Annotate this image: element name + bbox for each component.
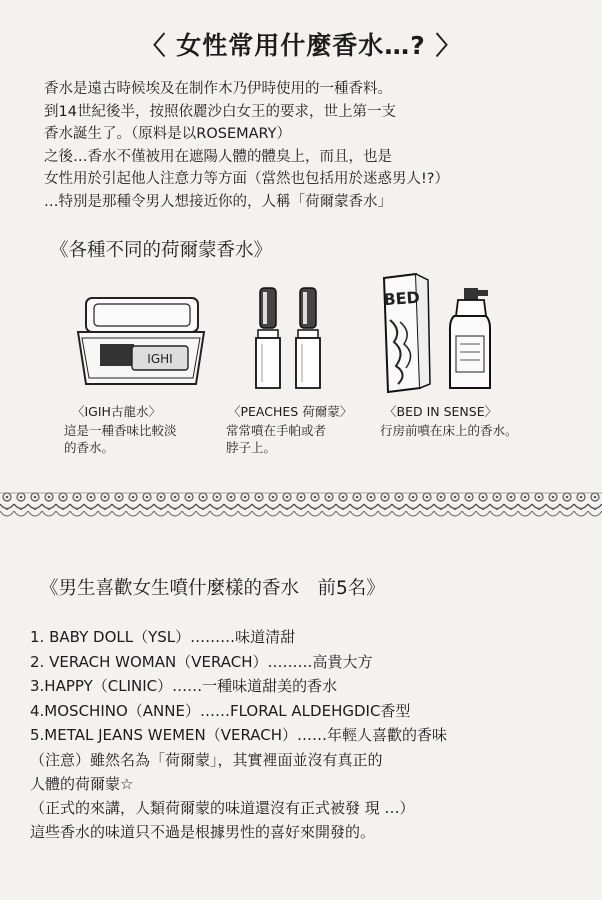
product-name: 〈PEACHES 荷爾蒙〉 (228, 404, 353, 419)
product-desc-line: 的香水。 (64, 440, 115, 455)
intro-line: 之後…香水不僅被用在遮陽人體的體臭上，而且，也是 (44, 148, 392, 165)
perfume-bottles-illustration (250, 284, 330, 394)
box-label: BED (382, 287, 421, 310)
note-line: 人體的荷爾蒙☆ (30, 775, 134, 793)
product-desc-line: 行房前噴在床上的香水。 (380, 423, 518, 438)
product-name: 〈BED IN SENSE〉 (384, 404, 498, 419)
cologne-box-illustration (72, 292, 210, 392)
ranking-list (30, 625, 600, 748)
list-item: 4.MOSCHINO（ANNE）……FLORAL ALDEHGDIC香型 (30, 701, 411, 720)
product-desc-line: 這是一種香味比較淡 (64, 423, 177, 438)
list-item: 5.METAL JEANS WEMEN（VERACH）……年輕人喜歡的香味 (30, 726, 448, 744)
intro-paragraph (44, 78, 589, 213)
list-item: 2. VERACH WOMAN（VERACH）………高貴大方 (30, 652, 373, 671)
product-peaches (222, 402, 372, 456)
note-line: 這些香水的味道只不過是根據男性的喜好來開發的。 (30, 823, 376, 841)
product-desc-line: 脖子上。 (226, 440, 277, 455)
section-title-ranking: 《男生喜歡女生噴什麼樣的香水 前5名》 (40, 578, 385, 599)
product-desc-line: 常常噴在手帕或者 (226, 423, 327, 438)
product-bed-in-sense (380, 402, 590, 439)
note-line: （正式的來講，人類荷爾蒙的味道還沒有正式被發 現 …） (30, 799, 415, 817)
intro-line: 香水是遠古時候埃及在制作木乃伊時使用的一種香料。 (44, 81, 392, 97)
list-item: 1. BABY DOLL（YSL）………味道清甜 (30, 628, 296, 646)
product-name: 〈IGIH古龍水〉 (72, 404, 161, 419)
lace-divider (0, 489, 602, 523)
product-igih (64, 402, 224, 456)
box-label: IGHI (147, 352, 173, 366)
intro-line: 女性用於引起他人注意力等方面（當然也包括用於迷惑男人!?） (44, 171, 450, 187)
list-item: 3.HAPPY（CLINIC）……一種味道甜美的香水 (30, 677, 338, 695)
note-line: （注意）雖然名為「荷爾蒙」，其實裡面並沒有真正的 (30, 751, 383, 769)
notes-paragraph (30, 748, 600, 844)
bed-spray-illustration (378, 270, 518, 396)
intro-line: …特別是那種令男人想接近你的，人稱「荷爾蒙香水」 (44, 193, 392, 210)
intro-line: 到14世紀後半，按照依麗沙白女王的要求，世上第一支 (44, 103, 396, 120)
intro-line: 香水誕生了。（原料是以ROSEMARY） (44, 126, 292, 142)
product-gallery (0, 270, 602, 480)
page-title: 〈 女性常用什麼香水…? 〉 (140, 31, 462, 60)
section-title-perfume-types: 《各種不同的荷爾蒙香水》 (50, 240, 273, 261)
